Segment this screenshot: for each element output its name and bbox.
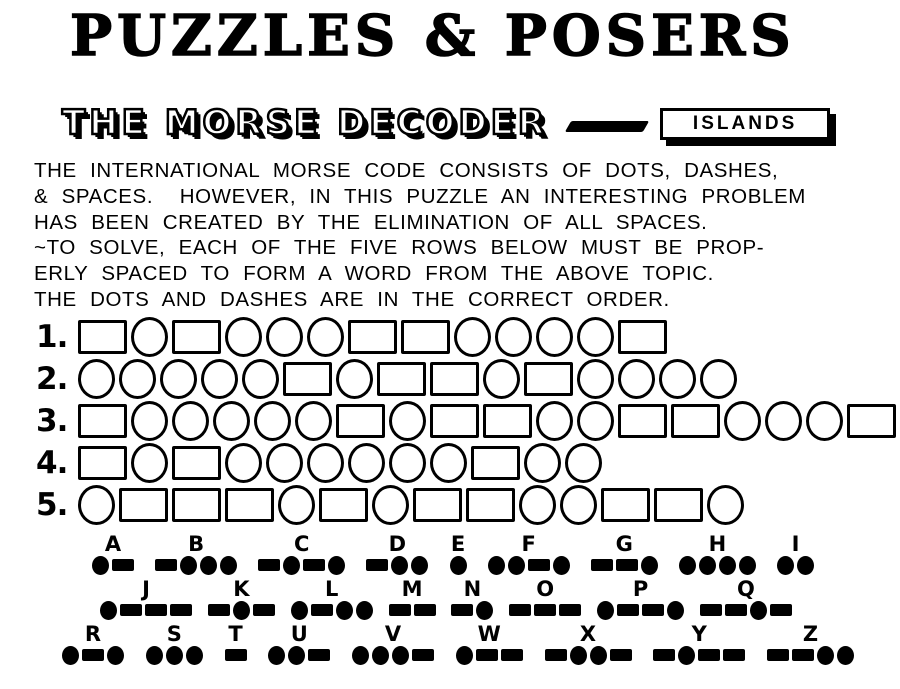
dash-shape xyxy=(283,362,332,396)
morse-key-entry-V xyxy=(352,621,434,666)
morse-letter: V xyxy=(384,621,402,646)
key-dash-mark-icon xyxy=(145,604,167,616)
key-dot-mark-icon xyxy=(817,646,834,665)
morse-letter: Q xyxy=(736,576,755,601)
morse-key-entry-H xyxy=(679,531,756,576)
instruction-line: THE INTERNATIONAL MORSE CODE CONSISTS OF DOTS, DASHES, xyxy=(34,159,779,182)
morse-letter: J xyxy=(142,576,150,601)
morse-code xyxy=(389,600,436,621)
morse-key-entry-S xyxy=(146,621,203,666)
dot-shape xyxy=(119,359,156,399)
key-dash-mark-icon xyxy=(509,604,531,616)
dot-shape xyxy=(724,401,761,441)
dot-shape xyxy=(295,401,332,441)
dash-shape xyxy=(654,488,703,522)
morse-key-entry-R xyxy=(62,621,124,666)
dot-shape xyxy=(266,443,303,483)
morse-letter: G xyxy=(615,531,633,556)
dot-shape xyxy=(618,359,655,399)
key-dash-mark-icon xyxy=(698,649,720,661)
key-dot-mark-icon xyxy=(476,601,493,620)
dash-shape xyxy=(172,446,221,480)
puzzle-row-5 xyxy=(36,485,900,526)
dot-shape xyxy=(565,443,602,483)
morse-code xyxy=(146,645,203,666)
key-dash-mark-icon xyxy=(366,559,388,571)
key-dot-mark-icon xyxy=(186,646,203,665)
dash-shape xyxy=(377,362,426,396)
morse-key xyxy=(0,531,900,666)
morse-letter: X xyxy=(579,621,597,646)
key-dot-mark-icon xyxy=(372,646,389,665)
key-dash-mark-icon xyxy=(120,604,142,616)
morse-key-entry-J xyxy=(100,576,192,621)
key-dot-mark-icon xyxy=(570,646,587,665)
dash-shape xyxy=(172,488,221,522)
morse-code xyxy=(777,555,814,576)
dash-shape xyxy=(618,320,667,354)
morse-letter: B xyxy=(188,531,205,556)
key-dash-mark-icon xyxy=(653,649,675,661)
morse-letter: N xyxy=(463,576,482,601)
key-dash-mark-icon xyxy=(414,604,436,616)
morse-code xyxy=(450,555,467,576)
morse-key-entry-B xyxy=(155,531,237,576)
key-dash-mark-icon xyxy=(225,649,247,661)
dash-shape xyxy=(430,404,479,438)
morse-letter: C xyxy=(294,531,310,556)
morse-key-entry-K xyxy=(208,576,275,621)
dash-shape xyxy=(348,320,397,354)
morse-code xyxy=(545,645,632,666)
key-dot-mark-icon xyxy=(777,556,794,575)
morse-key-row-3 xyxy=(62,621,854,666)
dot-shape xyxy=(254,401,291,441)
dash-shape xyxy=(483,404,532,438)
dot-shape xyxy=(389,443,426,483)
dash-shape xyxy=(671,404,720,438)
dash-shape xyxy=(336,404,385,438)
morse-code xyxy=(591,555,658,576)
instruction-line: HAS BEEN CREATED BY THE ELIMINATION OF ALL SPACES. xyxy=(34,210,708,234)
morse-letter: S xyxy=(166,621,182,646)
key-dash-mark-icon xyxy=(610,649,632,661)
dot-shape xyxy=(536,317,573,357)
dot-shape xyxy=(78,359,115,399)
dot-shape xyxy=(242,359,279,399)
dot-shape xyxy=(454,317,491,357)
key-dot-mark-icon xyxy=(508,556,525,575)
dash-shape xyxy=(401,320,450,354)
dot-shape xyxy=(336,359,373,399)
morse-code xyxy=(653,645,745,666)
morse-letter: K xyxy=(233,576,250,601)
puzzle-header xyxy=(62,100,900,146)
key-dot-mark-icon xyxy=(233,601,250,620)
morse-key-entry-M xyxy=(389,576,436,621)
morse-code xyxy=(451,600,493,621)
row-number: 5. xyxy=(36,487,68,524)
key-dot-mark-icon xyxy=(797,556,814,575)
dash-separator-icon xyxy=(565,121,649,132)
morse-key-entry-I xyxy=(777,531,814,576)
row-number: 2. xyxy=(36,361,68,398)
morse-code xyxy=(352,645,434,666)
key-dot-mark-icon xyxy=(62,646,79,665)
morse-key-entry-P xyxy=(597,576,684,621)
key-dot-mark-icon xyxy=(679,556,696,575)
key-dot-mark-icon xyxy=(699,556,716,575)
key-dash-mark-icon xyxy=(725,604,747,616)
row-number: 3. xyxy=(36,403,68,440)
instructions xyxy=(34,158,900,313)
key-dot-mark-icon xyxy=(291,601,308,620)
dash-shape xyxy=(430,362,479,396)
key-dash-mark-icon xyxy=(258,559,280,571)
morse-letter: Y xyxy=(691,621,707,646)
key-dot-mark-icon xyxy=(641,556,658,575)
key-dash-mark-icon xyxy=(642,604,664,616)
morse-letter: M xyxy=(401,576,423,601)
dot-shape xyxy=(372,485,409,525)
topic-label: ISLANDS xyxy=(692,113,798,134)
key-dot-mark-icon xyxy=(837,646,854,665)
dot-shape xyxy=(806,401,843,441)
key-dot-mark-icon xyxy=(352,646,369,665)
row-number: 4. xyxy=(36,445,68,482)
morse-key-entry-W xyxy=(456,621,523,666)
page-title: PUZZLES & POSERS xyxy=(70,3,796,69)
key-dot-mark-icon xyxy=(220,556,237,575)
key-dot-mark-icon xyxy=(180,556,197,575)
key-dash-mark-icon xyxy=(591,559,613,571)
morse-code xyxy=(155,555,237,576)
dot-shape xyxy=(765,401,802,441)
key-dash-mark-icon xyxy=(308,649,330,661)
dot-shape xyxy=(131,401,168,441)
morse-letter: D xyxy=(388,531,407,556)
dot-shape xyxy=(131,443,168,483)
instruction-line: THE DOTS AND DASHES ARE IN THE CORRECT ORDER. xyxy=(34,287,670,311)
dot-shape xyxy=(225,443,262,483)
key-dot-mark-icon xyxy=(392,646,409,665)
dot-shape xyxy=(577,401,614,441)
key-dot-mark-icon xyxy=(597,601,614,620)
morse-key-entry-F xyxy=(488,531,570,576)
morse-code xyxy=(92,555,134,576)
morse-code xyxy=(767,645,854,666)
morse-key-entry-U xyxy=(268,621,330,666)
morse-letter: Z xyxy=(802,621,819,646)
dash-shape xyxy=(618,404,667,438)
dot-shape xyxy=(389,401,426,441)
key-dash-mark-icon xyxy=(311,604,333,616)
key-dot-mark-icon xyxy=(166,646,183,665)
dash-shape xyxy=(319,488,368,522)
morse-key-entry-L xyxy=(291,576,373,621)
dot-shape xyxy=(307,443,344,483)
morse-letter: L xyxy=(324,576,339,601)
dot-shape xyxy=(483,359,520,399)
dot-shape xyxy=(131,317,168,357)
key-dash-mark-icon xyxy=(155,559,177,571)
morse-key-row-2 xyxy=(100,576,792,621)
key-dot-mark-icon xyxy=(750,601,767,620)
key-dash-mark-icon xyxy=(723,649,745,661)
key-dot-mark-icon xyxy=(450,556,467,575)
key-dot-mark-icon xyxy=(356,601,373,620)
morse-letter: F xyxy=(521,531,536,556)
morse-code xyxy=(62,645,124,666)
key-dash-mark-icon xyxy=(767,649,789,661)
dot-shape xyxy=(430,443,467,483)
morse-code xyxy=(366,555,428,576)
key-dot-mark-icon xyxy=(678,646,695,665)
key-dot-mark-icon xyxy=(336,601,353,620)
dash-shape xyxy=(78,404,127,438)
morse-code xyxy=(488,555,570,576)
key-dash-mark-icon xyxy=(528,559,550,571)
morse-code xyxy=(700,600,792,621)
dash-shape xyxy=(471,446,520,480)
key-dash-mark-icon xyxy=(412,649,434,661)
morse-key-row-1 xyxy=(92,531,814,576)
dash-shape xyxy=(466,488,515,522)
key-dash-mark-icon xyxy=(559,604,581,616)
row-number: 1. xyxy=(36,319,68,356)
dash-shape xyxy=(172,320,221,354)
dot-shape xyxy=(577,317,614,357)
puzzle-row-3 xyxy=(36,401,900,442)
morse-letter: H xyxy=(708,531,727,556)
dot-shape xyxy=(278,485,315,525)
morse-code xyxy=(291,600,373,621)
key-dot-mark-icon xyxy=(288,646,305,665)
key-dash-mark-icon xyxy=(170,604,192,616)
dash-shape xyxy=(413,488,462,522)
key-dot-mark-icon xyxy=(107,646,124,665)
morse-key-entry-D xyxy=(366,531,428,576)
morse-code xyxy=(679,555,756,576)
key-dot-mark-icon xyxy=(456,646,473,665)
dot-shape xyxy=(524,443,561,483)
key-dot-mark-icon xyxy=(146,646,163,665)
morse-letter: T xyxy=(228,621,243,646)
key-dot-mark-icon xyxy=(739,556,756,575)
dash-shape xyxy=(119,488,168,522)
morse-code xyxy=(509,600,581,621)
morse-key-entry-Z xyxy=(767,621,854,666)
dot-shape xyxy=(225,317,262,357)
key-dot-mark-icon xyxy=(411,556,428,575)
key-dash-mark-icon xyxy=(389,604,411,616)
morse-key-entry-Q xyxy=(700,576,792,621)
dot-shape xyxy=(213,401,250,441)
dot-shape xyxy=(348,443,385,483)
key-dash-mark-icon xyxy=(253,604,275,616)
dash-shape xyxy=(225,488,274,522)
key-dash-mark-icon xyxy=(112,559,134,571)
morse-letter: W xyxy=(477,621,501,646)
morse-key-entry-A xyxy=(92,531,134,576)
morse-code xyxy=(100,600,192,621)
key-dot-mark-icon xyxy=(283,556,300,575)
morse-code xyxy=(456,645,523,666)
dot-shape xyxy=(707,485,744,525)
morse-letter: E xyxy=(450,531,466,556)
puzzle-row-2 xyxy=(36,359,900,400)
key-dot-mark-icon xyxy=(100,601,117,620)
dot-shape xyxy=(172,401,209,441)
topic-box xyxy=(660,108,830,140)
puzzle-rows xyxy=(0,317,900,526)
key-dash-mark-icon xyxy=(501,649,523,661)
key-dot-mark-icon xyxy=(200,556,217,575)
key-dash-mark-icon xyxy=(208,604,230,616)
key-dot-mark-icon xyxy=(488,556,505,575)
puzzle-row-1 xyxy=(36,317,900,358)
morse-code xyxy=(225,645,247,666)
key-dash-mark-icon xyxy=(545,649,567,661)
morse-key-entry-O xyxy=(509,576,581,621)
morse-key-entry-E xyxy=(450,531,467,576)
dot-shape xyxy=(560,485,597,525)
key-dash-mark-icon xyxy=(792,649,814,661)
key-dash-mark-icon xyxy=(303,559,325,571)
dot-shape xyxy=(307,317,344,357)
key-dash-mark-icon xyxy=(451,604,473,616)
dot-shape xyxy=(659,359,696,399)
key-dash-mark-icon xyxy=(700,604,722,616)
morse-letter: R xyxy=(84,621,102,646)
morse-letter: O xyxy=(536,576,555,601)
morse-letter: P xyxy=(632,576,649,601)
morse-letter: I xyxy=(791,531,800,556)
key-dot-mark-icon xyxy=(553,556,570,575)
dot-shape xyxy=(495,317,532,357)
key-dash-mark-icon xyxy=(476,649,498,661)
key-dash-mark-icon xyxy=(617,604,639,616)
morse-key-entry-Y xyxy=(653,621,745,666)
dash-shape xyxy=(78,446,127,480)
key-dot-mark-icon xyxy=(719,556,736,575)
key-dash-mark-icon xyxy=(534,604,556,616)
morse-code xyxy=(258,555,345,576)
morse-code xyxy=(268,645,330,666)
instruction-line: ERLY SPACED TO FORM A WORD FROM THE ABOVE TOPIC. xyxy=(34,262,714,286)
instruction-line: & SPACES. HOWEVER, IN THIS PUZZLE AN INTERESTING PROBLEM xyxy=(34,184,806,208)
dash-shape xyxy=(524,362,573,396)
key-dash-mark-icon xyxy=(82,649,104,661)
morse-letter: A xyxy=(104,531,122,556)
dot-shape xyxy=(519,485,556,525)
key-dash-mark-icon xyxy=(616,559,638,571)
key-dash-mark-icon xyxy=(770,604,792,616)
key-dot-mark-icon xyxy=(590,646,607,665)
key-dot-mark-icon xyxy=(391,556,408,575)
dot-shape xyxy=(201,359,238,399)
key-dot-mark-icon xyxy=(268,646,285,665)
morse-code xyxy=(208,600,275,621)
dot-shape xyxy=(536,401,573,441)
dash-shape xyxy=(78,320,127,354)
dot-shape xyxy=(266,317,303,357)
key-dot-mark-icon xyxy=(328,556,345,575)
dot-shape xyxy=(78,485,115,525)
dash-shape xyxy=(847,404,896,438)
key-dot-mark-icon xyxy=(667,601,684,620)
morse-letter: U xyxy=(290,621,308,646)
puzzle-title: THE MORSE DECODER xyxy=(62,103,549,143)
key-dot-mark-icon xyxy=(92,556,109,575)
dash-shape xyxy=(601,488,650,522)
morse-key-entry-G xyxy=(591,531,658,576)
morse-code xyxy=(597,600,684,621)
morse-key-entry-C xyxy=(258,531,345,576)
puzzle-row-4 xyxy=(36,443,900,484)
puzzle-page xyxy=(0,3,900,666)
dot-shape xyxy=(577,359,614,399)
morse-key-entry-T xyxy=(225,621,247,666)
instruction-line: ~TO SOLVE, EACH OF THE FIVE ROWS BELOW MUST BE PROP- xyxy=(34,236,765,260)
dot-shape xyxy=(160,359,197,399)
dot-shape xyxy=(700,359,737,399)
morse-key-entry-X xyxy=(545,621,632,666)
morse-key-entry-N xyxy=(451,576,493,621)
